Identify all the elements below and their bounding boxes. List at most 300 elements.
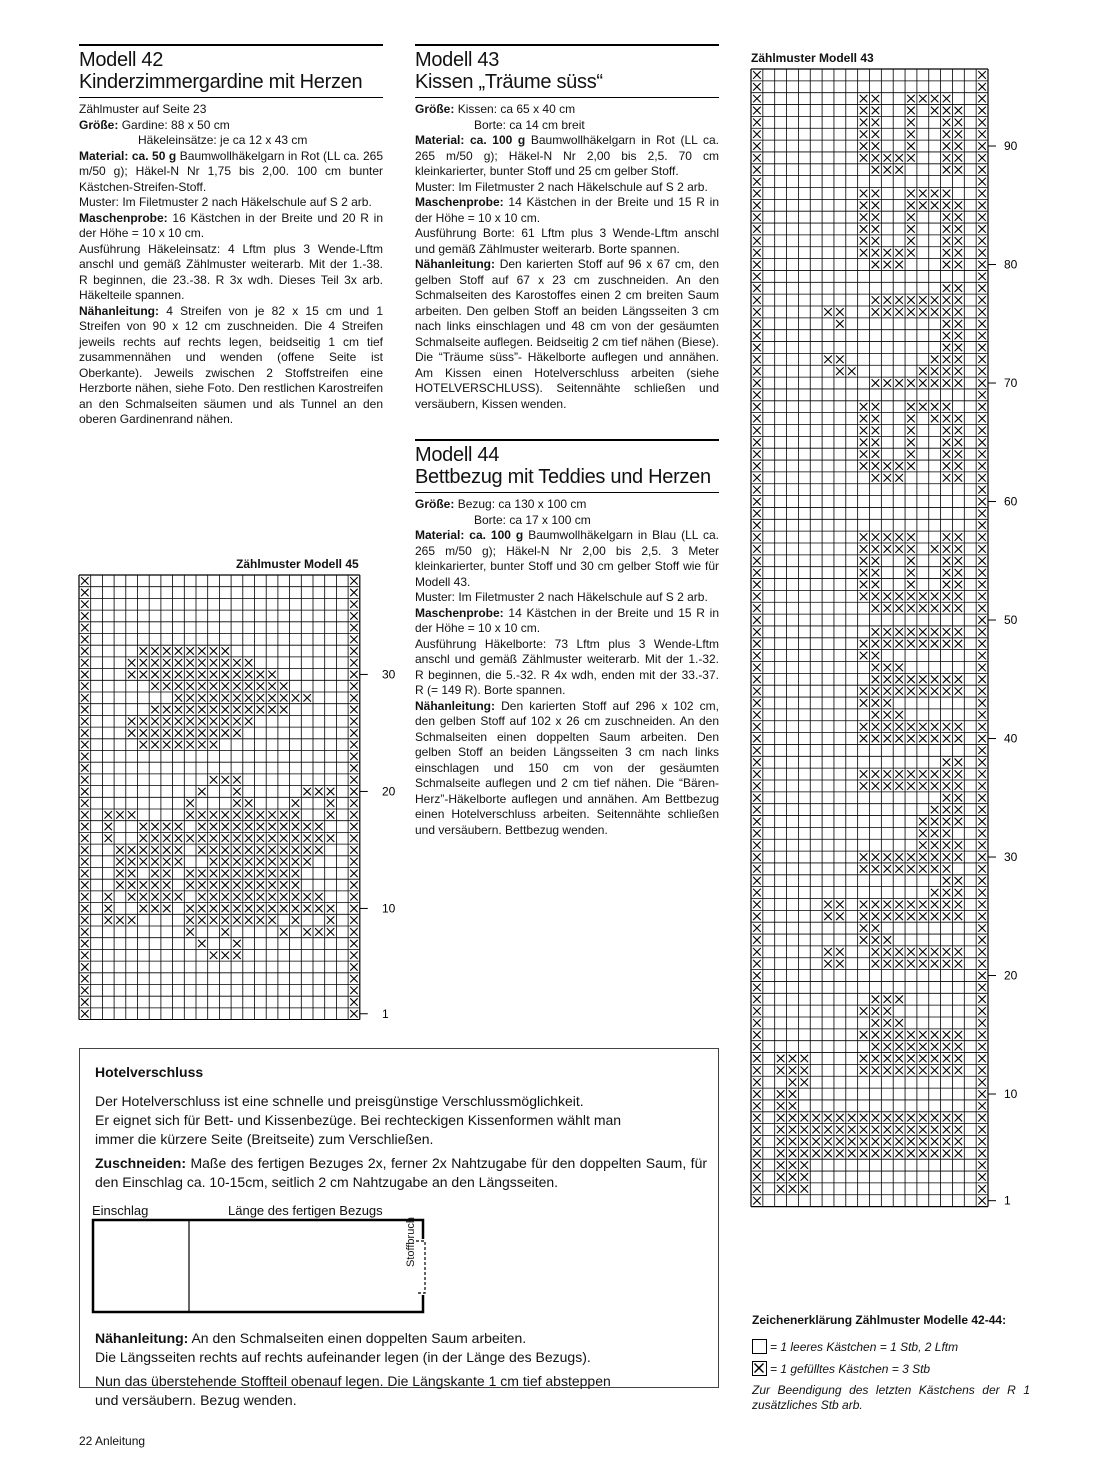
chart-45-filled-cell <box>233 858 240 865</box>
chart-45-filled-cell <box>198 835 205 842</box>
chart-45-filled-cell <box>327 811 334 818</box>
chart-45-filled-cell <box>210 694 217 701</box>
chart-43-filled-cell <box>777 1055 785 1063</box>
chart-43-filled-cell <box>955 593 963 601</box>
chart-43-row-label: 30 <box>1004 850 1018 865</box>
chart-45-filled-cell <box>140 858 147 865</box>
chart-43-filled-cell <box>883 770 891 778</box>
chart-43-filled-cell <box>943 581 951 589</box>
chart-43-row-label: 80 <box>1004 257 1018 272</box>
chart-43-filled-cell <box>883 699 891 707</box>
chart-43-filled-cell <box>895 1114 903 1122</box>
chart-45-filled-cell <box>233 671 240 678</box>
chart-45-filled-cell <box>81 893 88 900</box>
chart-43-filled-cell <box>872 415 880 423</box>
chart-43-filled-cell <box>753 344 761 352</box>
chart-45-filled-cell <box>233 846 240 853</box>
chart-43-filled-cell <box>860 557 868 565</box>
chart-43-filled-cell <box>753 273 761 281</box>
chart-45-filled-cell <box>81 694 88 701</box>
chart-43-filled-cell <box>883 1019 891 1027</box>
chart-45-filled-cell <box>116 811 123 818</box>
model-42-material-text: Baumwollhäkelgarn in Rot (LL ca. 265 m/50 g); Häkel-N Nr 1,75 bis 2,00. 100 cm bunter Kästchen-Streifen-Stoff. <box>79 148 383 194</box>
chart-43-filled-cell <box>895 948 903 956</box>
chart-45-filled-cell <box>186 905 193 912</box>
chart-43-filled-cell <box>919 640 927 648</box>
chart-43-filled-cell <box>943 960 951 968</box>
chart-43-filled-cell <box>753 154 761 162</box>
chart-43-filled-cell <box>753 1138 761 1146</box>
chart-43-filled-cell <box>753 391 761 399</box>
chart-43-filled-cell <box>777 1173 785 1181</box>
chart-45-filled-cell <box>315 928 322 935</box>
chart-45-filled-cell <box>81 963 88 970</box>
chart-45-filled-cell <box>198 893 205 900</box>
chart-43-filled-cell <box>955 225 963 233</box>
chart-43-filled-cell <box>872 628 880 636</box>
chart-45-title: Zählmuster Modell 45 <box>236 557 359 571</box>
chart-43-filled-cell <box>978 1161 986 1169</box>
chart-43-filled-cell <box>907 581 915 589</box>
chart-45-filled-cell <box>257 870 264 877</box>
chart-45-filled-cell <box>245 870 252 877</box>
chart-43-filled-cell <box>978 924 986 932</box>
chart-43-filled-cell <box>860 462 868 470</box>
chart-43-filled-cell <box>777 1090 785 1098</box>
chart-43-filled-cell <box>931 865 939 873</box>
chart-45-filled-cell <box>350 987 357 994</box>
chart-45-filled-cell <box>350 940 357 947</box>
chart-43-filled-cell <box>978 1019 986 1027</box>
chart-43-filled-cell <box>872 960 880 968</box>
chart-43-filled-cell <box>955 284 963 292</box>
chart-43-filled-cell <box>931 403 939 411</box>
chart-43-filled-cell <box>860 770 868 778</box>
model-43-muster: Muster: Im Filetmuster 2 nach Häkelschule auf S 2 arb. <box>415 179 708 194</box>
chart-43-filled-cell <box>919 593 927 601</box>
chart-43-filled-cell <box>789 1149 797 1157</box>
chart-43-filled-cell <box>978 367 986 375</box>
chart-45-filled-cell <box>280 682 287 689</box>
chart-43-filled-cell <box>943 545 951 553</box>
chart-45-filled-cell <box>163 647 170 654</box>
chart-43-filled-cell <box>753 1019 761 1027</box>
chart-43-filled-cell <box>931 1031 939 1039</box>
chart-43-filled-cell <box>978 616 986 624</box>
chart-43-filled-cell <box>955 604 963 612</box>
chart-45-filled-cell <box>268 682 275 689</box>
chart-45-filled-cell <box>350 729 357 736</box>
chart-43-filled-cell <box>883 166 891 174</box>
chart-43-filled-cell <box>860 652 868 660</box>
chart-43-filled-cell <box>872 948 880 956</box>
chart-45-filled-cell <box>268 694 275 701</box>
chart-43-filled-cell <box>978 498 986 506</box>
chart-45-filled-cell <box>163 870 170 877</box>
chart-43-filled-cell <box>907 379 915 387</box>
chart-43-filled-cell <box>836 367 844 375</box>
chart-45-filled-cell <box>163 671 170 678</box>
chart-43-filled-cell <box>753 107 761 115</box>
chart-45-filled-cell <box>81 916 88 923</box>
chart-43-filled-cell <box>753 652 761 660</box>
chart-43-filled-cell <box>753 901 761 909</box>
chart-43-filled-cell <box>812 1138 820 1146</box>
chart-43-filled-cell <box>860 95 868 103</box>
chart-43-filled-cell <box>860 130 868 138</box>
model-42-probe-text: 16 Kästchen in der Breite und 20 R in der Höhe = 10 x 10 cm. <box>79 210 383 240</box>
chart-43-filled-cell <box>955 735 963 743</box>
chart-45-filled-cell <box>151 870 158 877</box>
chart-45-filled-cell <box>186 835 193 842</box>
chart-45-filled-cell <box>222 776 229 783</box>
chart-45-filled-cell <box>186 799 193 806</box>
chart-43-filled-cell <box>824 308 832 316</box>
chart-45-filled-cell <box>186 928 193 935</box>
chart-43-filled-cell <box>860 581 868 589</box>
chart-43-filled-cell <box>931 770 939 778</box>
chart-43-filled-cell <box>860 190 868 198</box>
chart-43-filled-cell <box>753 675 761 683</box>
chart-43-filled-cell <box>907 545 915 553</box>
chart-43-filled-cell <box>753 912 761 920</box>
chart-43-filled-cell <box>978 142 986 150</box>
chart-43-filled-cell <box>931 1126 939 1134</box>
chart-43-filled-cell <box>978 356 986 364</box>
chart-43-filled-cell <box>895 593 903 601</box>
model-43-size-1: Kissen: ca 65 x 40 cm <box>457 102 576 116</box>
chart-43-filled-cell <box>943 948 951 956</box>
model-44-probe-label: Maschenprobe: <box>415 605 504 620</box>
chart-45-filled-cell <box>81 776 88 783</box>
chart-43-filled-cell <box>753 640 761 648</box>
chart-45-filled-cell <box>315 893 322 900</box>
chart-45-filled-cell <box>350 647 357 654</box>
chart-43-filled-cell <box>753 1043 761 1051</box>
model-42-size-1: Gardine: 88 x 50 cm <box>121 117 230 132</box>
chart-45-filled-cell <box>315 846 322 853</box>
chart-43-filled-cell <box>931 308 939 316</box>
chart-43-filled-cell <box>777 1185 785 1193</box>
chart-43-filled-cell <box>895 782 903 790</box>
chart-45-filled-cell <box>163 893 170 900</box>
chart-45-filled-cell <box>186 671 193 678</box>
chart-43-filled-cell <box>943 237 951 245</box>
chart-45-filled-cell <box>233 788 240 795</box>
chart-43-filled-cell <box>931 818 939 826</box>
chart-45-filled-cell <box>175 647 182 654</box>
chart-43-filled-cell <box>978 166 986 174</box>
chart-43-filled-cell <box>872 1007 880 1015</box>
chart-43-filled-cell <box>801 1149 809 1157</box>
chart-43-filled-cell <box>955 853 963 861</box>
model-44-size-1: Bezug: ca 130 x 100 cm <box>457 497 587 511</box>
hotel-diagram-fabric <box>93 1220 423 1312</box>
chart-43-filled-cell <box>943 735 951 743</box>
chart-43-filled-cell <box>955 130 963 138</box>
chart-43-filled-cell <box>907 557 915 565</box>
chart-43-filled-cell <box>978 107 986 115</box>
chart-43-filled-cell <box>907 723 915 731</box>
chart-43-filled-cell <box>872 1114 880 1122</box>
hotel-naeh-1: An den Schmalseiten einen doppelten Saum arbeiten. <box>191 1330 527 1346</box>
chart-43-filled-cell <box>753 545 761 553</box>
chart-43-filled-cell <box>860 249 868 257</box>
chart-45-filled-cell <box>268 823 275 830</box>
chart-43-filled-cell <box>943 438 951 446</box>
chart-45-filled-cell <box>280 706 287 713</box>
chart-45-filled-cell <box>116 881 123 888</box>
chart-43-filled-cell <box>978 818 986 826</box>
chart-45-filled-cell <box>140 647 147 654</box>
chart-43-filled-cell <box>955 261 963 269</box>
chart-45-filled-cell <box>222 718 229 725</box>
chart-43-filled-cell <box>753 1114 761 1122</box>
chart-43-title: Zählmuster Modell 43 <box>751 51 874 65</box>
chart-43-filled-cell <box>895 723 903 731</box>
chart-43-filled-cell <box>895 687 903 695</box>
chart-43-filled-cell <box>943 332 951 340</box>
chart-45-filled-cell <box>245 811 252 818</box>
chart-43-filled-cell <box>801 1126 809 1134</box>
chart-43-filled-cell <box>883 948 891 956</box>
chart-43-filled-cell <box>978 249 986 257</box>
chart-45-filled-cell <box>175 858 182 865</box>
chart-45-filled-cell <box>186 647 193 654</box>
chart-43-filled-cell <box>753 261 761 269</box>
chart-45-filled-cell <box>245 823 252 830</box>
chart-43-filled-cell <box>753 841 761 849</box>
chart-43-filled-cell <box>836 356 844 364</box>
chart-45-filled-cell <box>222 823 229 830</box>
chart-43-filled-cell <box>919 367 927 375</box>
model-42-naeh-text: 4 Streifen von je 82 x 15 cm und 1 Streifen von 90 x 12 cm zuschneiden. Die 4 Streifen jeweils rechts auf rechts legen, beidseitig 1 cm tief zusammennähen und wenden (offene Seite ist Oberkante). Jeweils zwischen 2 Stoffstreifen eine Herzborte nähen, siehe Foto. Den restlichen Karostreifen an den Schmalseiten säumen und als Tunnel an den oberen Gardinenrand nähen. <box>79 303 384 426</box>
chart-43-filled-cell <box>872 901 880 909</box>
chart-43-filled-cell <box>860 569 868 577</box>
chart-43-filled-cell <box>801 1055 809 1063</box>
chart-43-filled-cell <box>753 213 761 221</box>
chart-43-filled-cell <box>907 415 915 423</box>
chart-43-filled-cell <box>872 1055 880 1063</box>
chart-45-filled-cell <box>268 870 275 877</box>
hotel-title: Hotelverschluss <box>95 1064 204 1080</box>
chart-43-filled-cell <box>931 901 939 909</box>
chart-43-filled-cell <box>955 237 963 245</box>
chart-45-filled-cell <box>268 835 275 842</box>
chart-43-filled-cell <box>895 640 903 648</box>
chart-43-filled-cell <box>789 1090 797 1098</box>
chart-43-filled-cell <box>931 1149 939 1157</box>
chart-43-filled-cell <box>883 675 891 683</box>
chart-43-filled-cell <box>848 1138 856 1146</box>
chart-43-filled-cell <box>955 142 963 150</box>
chart-43-filled-cell <box>943 403 951 411</box>
chart-45-filled-cell <box>350 952 357 959</box>
chart-43-filled-cell <box>753 462 761 470</box>
chart-45-filled-cell <box>198 823 205 830</box>
chart-43-filled-cell <box>907 1149 915 1157</box>
chart-43-filled-cell <box>978 261 986 269</box>
chart-43-filled-cell <box>872 1067 880 1075</box>
chart-45-filled-cell <box>81 729 88 736</box>
chart-43-filled-cell <box>955 438 963 446</box>
chart-43-filled-cell <box>895 912 903 920</box>
chart-43-filled-cell <box>978 284 986 292</box>
chart-43-filled-cell <box>978 865 986 873</box>
chart-43-filled-cell <box>978 948 986 956</box>
chart-43-filled-cell <box>931 190 939 198</box>
chart-43-filled-cell <box>883 1031 891 1039</box>
chart-45-filled-cell <box>163 905 170 912</box>
hotel-diagram-laenge-label: Länge des fertigen Bezugs <box>228 1203 383 1218</box>
chart-43-filled-cell <box>895 462 903 470</box>
chart-43-filled-cell <box>955 427 963 435</box>
chart-43-filled-cell <box>978 190 986 198</box>
chart-43-filled-cell <box>907 130 915 138</box>
chart-43-filled-cell <box>860 593 868 601</box>
chart-43-filled-cell <box>872 462 880 470</box>
hotel-naeh-3: Nun das überstehende Stoffteil obenauf legen. Die Längskante 1 cm tief absteppen <box>95 1373 611 1389</box>
chart-43-filled-cell <box>943 379 951 387</box>
chart-43-filled-cell <box>777 1149 785 1157</box>
chart-45-filled-cell <box>128 881 135 888</box>
chart-45-filled-cell <box>268 706 275 713</box>
chart-43-filled-cell <box>943 154 951 162</box>
chart-43-filled-cell <box>978 510 986 518</box>
chart-43-filled-cell <box>860 924 868 932</box>
chart-43-filled-cell <box>883 474 891 482</box>
chart-43-filled-cell <box>753 1149 761 1157</box>
chart-45-filled-cell <box>186 729 193 736</box>
chart-43-filled-cell <box>978 995 986 1003</box>
chart-43-filled-cell <box>895 1019 903 1027</box>
filled-box-icon <box>752 1361 767 1376</box>
chart-45-filled-cell <box>81 846 88 853</box>
chart-43-filled-cell <box>919 403 927 411</box>
chart-43-filled-cell <box>753 83 761 91</box>
chart-45-filled-cell <box>210 706 217 713</box>
chart-43-filled-cell <box>836 901 844 909</box>
chart-43-filled-cell <box>883 296 891 304</box>
chart-45-filled-cell <box>163 858 170 865</box>
chart-43-filled-cell <box>943 1126 951 1134</box>
chart-43-filled-cell <box>919 628 927 636</box>
chart-43-filled-cell <box>907 154 915 162</box>
chart-43-filled-cell <box>978 474 986 482</box>
chart-43-gridlines <box>751 69 988 1207</box>
chart-43-filled-cell <box>978 1007 986 1015</box>
chart-45-filled-cell <box>151 835 158 842</box>
chart-43-filled-cell <box>978 1138 986 1146</box>
chart-45-filled-cell <box>257 916 264 923</box>
model-43-naeh-label: Nähanleitung: <box>415 257 495 271</box>
chart-45-filled-cell <box>315 835 322 842</box>
chart-43-filled-cell <box>836 960 844 968</box>
chart-43-filled-cell <box>978 521 986 529</box>
chart-43-filled-cell <box>753 628 761 636</box>
chart-43-filled-cell <box>860 1149 868 1157</box>
chart-45-filled-cell <box>222 916 229 923</box>
chart-43-filled-cell <box>943 130 951 138</box>
chart-43-filled-cell <box>872 581 880 589</box>
model-43-number: Modell 43 <box>415 49 500 71</box>
chart-43-filled-cell <box>753 510 761 518</box>
chart-43-filled-cell <box>895 1149 903 1157</box>
chart-43-filled-cell <box>919 841 927 849</box>
chart-43-filled-cell <box>753 284 761 292</box>
chart-43-filled-cell <box>919 818 927 826</box>
chart-45-filled-cell <box>350 905 357 912</box>
chart-43-filled-cell <box>943 1067 951 1075</box>
chart-43-filled-cell <box>883 249 891 257</box>
chart-43-filled-cell <box>895 545 903 553</box>
chart-43-filled-cell <box>824 356 832 364</box>
hotel-naeh-2: Die Längsseiten rechts auf rechts aufeinander legen (in der Länge des Bezugs). <box>95 1349 591 1365</box>
model-44-heading <box>415 439 719 493</box>
chart-45-filled-cell <box>186 811 193 818</box>
chart-43-filled-cell <box>907 640 915 648</box>
model-42-ausfuehrung: Ausführung Häkeleinsatz: 4 Lftm plus 3 Wende-Lftm anschl und gemäß Zählmuster weiterarb. Mit der 1.-38. R beginnen, die 23.-38. R 3x wdh. Dieses Teil 3x arb. Häkelteile spannen. <box>79 241 383 302</box>
chart-45-filled-cell <box>350 1010 357 1017</box>
chart-43-filled-cell <box>753 521 761 529</box>
chart-43-filled-cell <box>801 1114 809 1122</box>
chart-43-filled-cell <box>978 71 986 79</box>
chart-43-filled-cell <box>860 213 868 221</box>
chart-43-filled-cell <box>860 687 868 695</box>
chart-45-filled-cell <box>210 823 217 830</box>
chart-43-filled-cell <box>836 1126 844 1134</box>
chart-45-filled-cell <box>163 881 170 888</box>
chart-45-filled-cell <box>128 858 135 865</box>
chart-43-filled-cell <box>955 901 963 909</box>
chart-43-filled-cell <box>753 664 761 672</box>
chart-43-filled-cell <box>872 912 880 920</box>
chart-43-filled-cell <box>824 1138 832 1146</box>
chart-43-filled-cell <box>883 1114 891 1122</box>
chart-45-filled-cell <box>327 916 334 923</box>
chart-43-filled-cell <box>872 1149 880 1157</box>
chart-43-filled-cell <box>955 533 963 541</box>
chart-43-filled-cell <box>978 237 986 245</box>
chart-43-filled-cell <box>919 853 927 861</box>
chart-45-filled-cell <box>350 764 357 771</box>
chart-43-filled-cell <box>919 770 927 778</box>
chart-45-filled-cell <box>350 601 357 608</box>
chart-43-filled-cell <box>872 201 880 209</box>
chart-45-filled-cell <box>210 811 217 818</box>
chart-43-filled-cell <box>836 1114 844 1122</box>
chart-45-filled-cell <box>245 659 252 666</box>
chart-45-filled-cell <box>327 905 334 912</box>
chart-45-filled-cell <box>327 928 334 935</box>
chart-43-filled-cell <box>883 912 891 920</box>
model-44-naeh-text: Den karierten Stoff auf 296 x 102 cm, den gelben Stoff auf 102 x 26 cm zuschneiden. An den Schmalseiten einen doppelten Saum arbeiten. Den gelben Stoff an beiden Längsseiten 3 cm nach links einschlagen und 150 cm von der gesäumten Schmalseite auflegen und 2 cm tief nähen. Die “Bären-Herz”-Häkelborte auflegen und annähen. Am Bettbezug einen Hotelverschluss arbeiten. Seitennähte schließen und versäubern. Bettbezug wenden. <box>415 698 719 837</box>
chart-45-filled-cell <box>163 718 170 725</box>
chart-45-filled-cell <box>140 741 147 748</box>
chart-43-filled-cell <box>883 723 891 731</box>
chart-43-filled-cell <box>978 486 986 494</box>
chart-45-filled-cell <box>350 963 357 970</box>
chart-43-filled-cell <box>978 533 986 541</box>
chart-43-filled-cell <box>907 770 915 778</box>
chart-45-filled-cell <box>280 811 287 818</box>
chart-45-filled-cell <box>303 694 310 701</box>
chart-43-filled-cell <box>907 533 915 541</box>
chart-43-filled-cell <box>753 249 761 257</box>
chart-43-filled-cell <box>907 901 915 909</box>
chart-43-filled-cell <box>978 640 986 648</box>
model-44-number: Modell 44 <box>415 444 500 466</box>
